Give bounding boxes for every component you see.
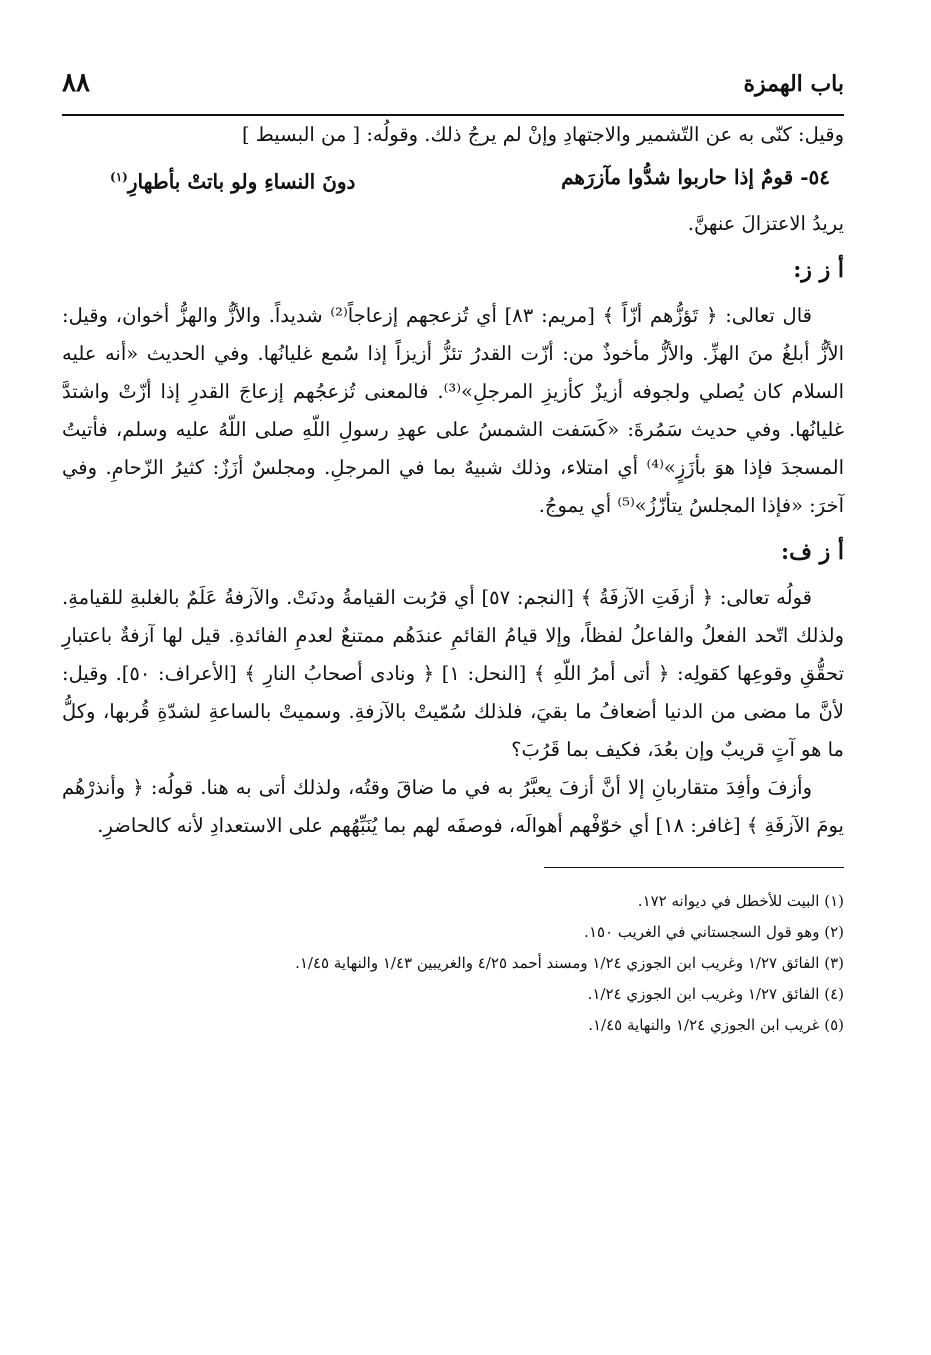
footnote-ref: (١) — [110, 170, 128, 184]
poem-second-hemistich: دونَ النساءِ ولو باتتْ بأطهارِ$^{(١)}$ — [110, 169, 356, 194]
verse-number: ٥٤- — [800, 165, 830, 189]
entry-azf-paragraph-2: وأزفَ وأفِدَ متقاربانِ إلا أنَّ أزفَ يعبَّرُ به في ما ضاقَ وقتُه، ولذلك أتى به هنا. قولُه: ﴿ وأنذرْهُم يومَ الآزفَةِ ﴾ [غافر: ١٨] أي خوّفْهم أهوالَه، فوصفَه لهم بما يُنَبِّهُهم على الاستعدادِ لأنه كالحاضرِ. — [62, 775, 844, 837]
intro-text: وقيل: كنّى به عن التّشمير والاجتهادِ وإنْ لم يرجُ ذلك. وقولُه: — [366, 123, 844, 146]
intro-paragraph — [62, 116, 844, 154]
footnote-item: (٢) وهو قول السجستاني في الغريب ١٥٠. — [584, 922, 844, 941]
footnotes-list — [62, 886, 844, 1041]
entry-heading-azz: أ ز ز: — [793, 256, 844, 283]
page-number: ٨٨ — [62, 68, 90, 98]
page-body — [62, 116, 844, 845]
footnote-divider — [544, 867, 844, 868]
footnote-item: (٤) الفائق ١/٢٧ وغريب ابن الجوزي ١/٢٤. — [587, 984, 844, 1003]
entry-azf-paragraph-1: قولُه تعالى: ﴿ أزفَتِ الآزفَةُ ﴾ [النجم: ٥٧] أي قرُبت القيامةُ ودنَتْ. والآزفةُ عَلَمٌ بالغلبةِ للقيامةِ. ولذلك اتّحد الفعلُ والفاعلُ لفظاً، وإلا قيامُ القائمِ عندَهُم ممتنعٌ لعدمِ الفائدةِ. قيل لها آزفةٌ باعتبارِ تحقُّقِ وقوعِها كقولِه: ﴿ أتى أمرُ اللّهِ ﴾ [النحل: ١] ﴿ ونادى أصحابُ النارِ ﴾ [الأعراف: ٥٠]. وقيل: لأنَّ ما مضى من الدنيا أضعافُ ما بقيَ، فلذلك سُمّيتْ بالآزفةِ. وسميتْ بالساعةِ لشدّةِ قُربها، وكلُّ ما هو آتٍ قريبٌ وإن بعُدَ، فكيف بما قَرُبَ؟ — [62, 585, 844, 761]
after-poem-text: يريدُ الاعتزالَ عنهنَّ. — [687, 211, 844, 235]
page-header — [62, 68, 844, 116]
footnote-item: (١) البيت للأخطل في ديوانه ١٧٢. — [637, 891, 844, 910]
entry-heading-azf: أ ز ف: — [781, 538, 844, 565]
poem-first-hemistich: ٥٤- قومٌ إذا حاربوا شدُّوا مآزرَهم — [561, 165, 830, 189]
footnote-item: (٥) غريب ابن الجوزي ١/٢٤ والنهاية ١/٤٥. — [588, 1015, 844, 1034]
meter-label: [ من البسيط ] — [241, 123, 361, 146]
running-title: باب الهمزة — [743, 71, 844, 97]
poem-verse — [62, 154, 844, 205]
book-page — [62, 68, 844, 1041]
footnote-item: (٣) الفائق ١/٢٧ وغريب ابن الجوزي ١/٢٤ ومسند أحمد ٤/٢٥ والغريبين ١/٤٣ والنهاية ١/٤٥. — [295, 953, 844, 972]
entry-azz-paragraph: قال تعالى: ﴿ تَؤزُّهم أزّاً ﴾ [مريم: ٨٣] أي تُزعجهم إزعاجاً⁽²⁾ شديداً. والأزُّ والهزُّ أخوان، وقيل: الأزُّ أبلغُ منَ الهزِّ. والأزُّ مأخوذٌ من: أزّت القدرُ تئزُّ أزيزاً إذا سُمع غليانُها. وفي الحديث «أنه عليه السلام كان يُصلي ولجوفه أزيزٌ كأزيزِ المرجلِ»⁽³⁾. فالمعنى تُزعجُهم إزعاجَ القدرِ إذا أزّتْ واشتدَّ غليانُها. وفي حديث سَمُرةَ: «كَسَفت الشمسُ على عهدِ رسولِ اللّهِ صلى اللّهُ عليه وسلم، فأتيتُ المسجدَ فإذا هوَ بأزَزٍ»⁽⁴⁾ أي امتلاء، وذلك شبيهٌ بما في المرجلِ. ومجلسٌ أزَزٌ: كثيرُ الزّحامِ. وفي آخرَ: «فإذا المجلسُ يتأزّزُ»⁽⁵⁾ أي يموجُ. — [62, 303, 845, 517]
